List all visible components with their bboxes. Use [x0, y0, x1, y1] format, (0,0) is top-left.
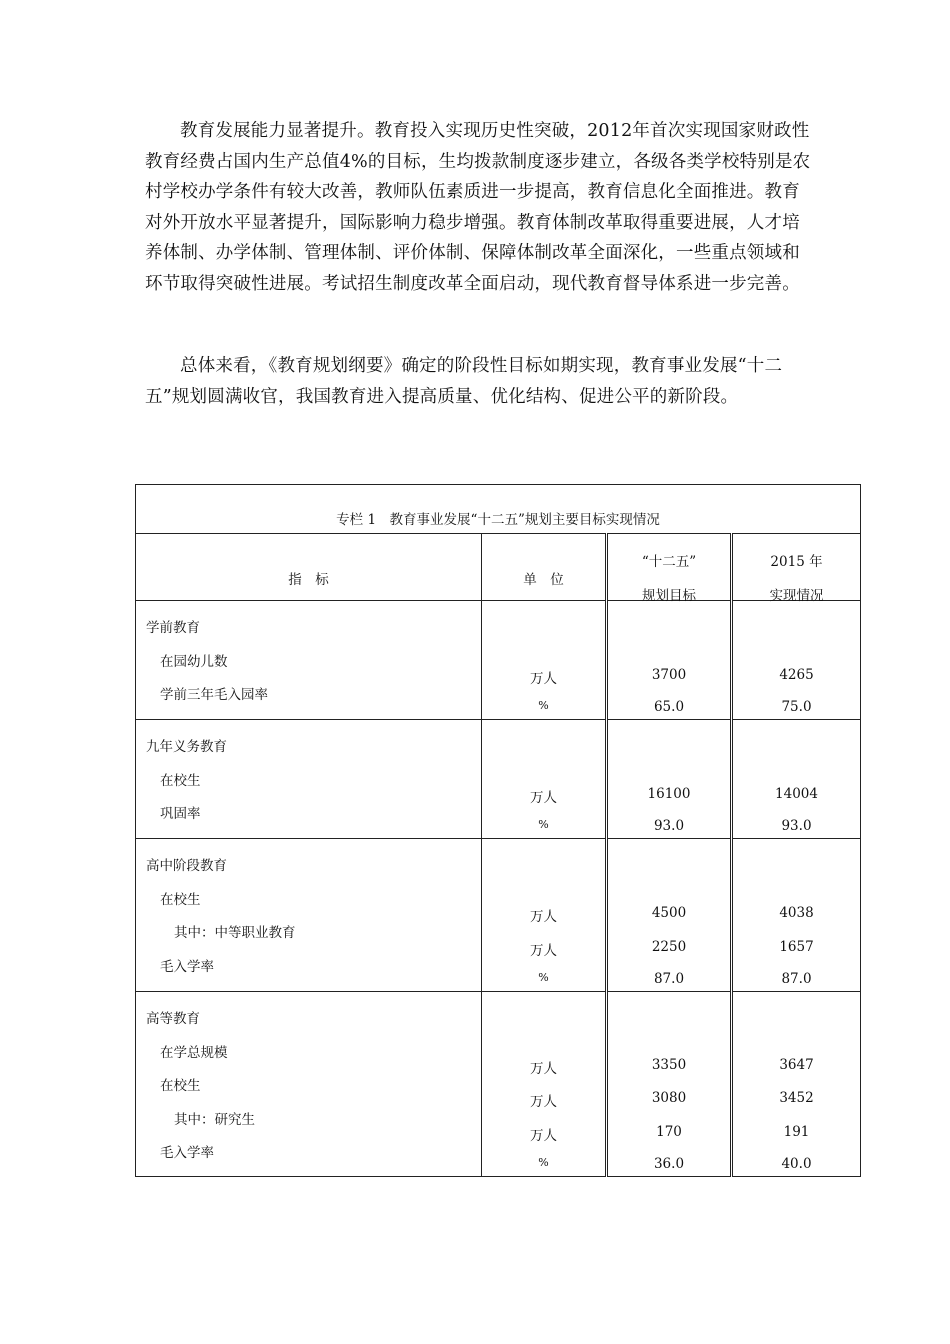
row-label: 其中：研究生 [174, 1111, 255, 1128]
unit-cell: 万人 [530, 1060, 557, 1077]
table-group-row [136, 992, 861, 1177]
group-indicators [136, 992, 482, 1177]
actual-cell: 14004 [775, 786, 818, 802]
unit-cell: 万人 [530, 1094, 557, 1111]
target-cell: 16100 [647, 786, 691, 802]
body-paragraph-2: 总体来看，《教育规划纲要》确定的阶段性目标如期实现，教育事业发展“十二五”规划圆满收官，我国教育进入提高质量、优化结构、促进公平的新阶段。 [145, 356, 783, 407]
header-indicator: 指 标 [136, 534, 482, 601]
unit-cell: % [538, 1156, 549, 1169]
body-paragraph-1: 教育发展能力显著提升。教育投入实现历史性突破，2012年首次实现国家财政性教育经费占国内生产总值4%的目标，生均拨款制度逐步建立，各级各类学校特别是农村学校办学条件有较大改善，教师队伍素质进一步提高，教育信息化全面推进。教育对外开放水平显著提升，国际影响力稳步增强。教育体制改革取得重要进展，人才培养体制、办学体制、管理体制、评价体制、保障体制改革全面深化，一些重点领域和环节取得突破性进展。考试招生制度改革全面启动，现代教育督导体系进一步完善。 [145, 121, 811, 294]
target-cell: 170 [656, 1124, 682, 1140]
header-target-line1: “十二五” [641, 554, 697, 570]
group-indicators [136, 720, 482, 839]
row-label: 在校生 [160, 1078, 201, 1095]
unit-cell: 万人 [530, 790, 557, 806]
actual-cell-column [732, 601, 861, 720]
actual-cell: 87.0 [781, 971, 812, 987]
actual-cell-column [732, 720, 861, 839]
row-label: 学前三年毛入园率 [160, 687, 268, 704]
table-header-row [136, 534, 861, 601]
row-label: 在学总规模 [160, 1044, 228, 1061]
target-cell: 3080 [651, 1090, 687, 1107]
table-caption-row [136, 485, 861, 534]
actual-cell: 4038 [779, 905, 814, 922]
actual-cell: 93.0 [781, 818, 812, 834]
table-group-row [136, 601, 861, 720]
unit-cell: % [538, 699, 549, 712]
targets-table [135, 484, 861, 1177]
group-title: 高等教育 [146, 1011, 200, 1027]
unit-cell: 万人 [530, 943, 557, 959]
actual-cell: 1657 [779, 939, 814, 955]
actual-cell: 40.0 [781, 1156, 812, 1172]
target-cell-column [607, 601, 732, 720]
target-cell: 65.0 [653, 699, 685, 715]
target-cell: 93.0 [653, 818, 685, 834]
unit-cell: 万人 [530, 909, 557, 926]
header-target [607, 534, 732, 604]
header-actual-line2: 实现情况 [769, 588, 824, 604]
target-cell-column [607, 992, 732, 1177]
actual-cell: 75.0 [781, 699, 812, 715]
unit-cell: % [538, 971, 549, 984]
unit-cell-column [482, 839, 607, 992]
row-label: 巩固率 [160, 806, 201, 823]
header-actual [732, 534, 861, 604]
table-group-row [136, 839, 861, 992]
header-unit: 单 位 [482, 534, 607, 601]
group-title: 九年义务教育 [146, 739, 227, 755]
header-target-line2: 规划目标 [642, 588, 696, 604]
unit-cell-column [482, 992, 607, 1177]
target-cell: 4500 [651, 905, 687, 922]
actual-cell-column [732, 839, 861, 992]
target-cell: 87.0 [653, 971, 685, 987]
actual-cell: 191 [783, 1124, 810, 1140]
header-actual-line1: 2015 年 [770, 554, 823, 570]
unit-cell-column [482, 601, 607, 720]
group-title: 高中阶段教育 [146, 858, 227, 874]
group-indicators [136, 839, 482, 992]
actual-cell: 4265 [779, 667, 814, 683]
actual-cell: 3647 [779, 1056, 814, 1073]
actual-cell: 3452 [779, 1090, 814, 1107]
target-cell: 3350 [651, 1056, 687, 1073]
row-label: 在校生 [160, 891, 201, 908]
row-label: 其中：中等职业教育 [174, 925, 296, 942]
group-indicators [136, 601, 482, 720]
target-cell-column [607, 720, 732, 839]
unit-cell: 万人 [530, 1128, 557, 1144]
target-cell: 2250 [651, 939, 687, 955]
row-label: 毛入学率 [160, 958, 214, 975]
row-label: 毛入学率 [160, 1145, 214, 1162]
row-label: 在校生 [160, 772, 201, 789]
unit-cell: 万人 [530, 671, 557, 687]
group-title: 学前教育 [146, 620, 200, 636]
table-caption: 专栏 1 教育事业发展“十二五”规划主要目标实现情况 [136, 485, 861, 534]
target-cell: 36.0 [653, 1156, 685, 1172]
target-cell: 3700 [651, 667, 687, 683]
actual-cell-column [732, 992, 861, 1177]
unit-cell: % [538, 818, 549, 831]
table-group-row [136, 720, 861, 839]
row-label: 在园幼儿数 [160, 653, 228, 670]
unit-cell-column [482, 720, 607, 839]
target-cell-column [607, 839, 732, 992]
